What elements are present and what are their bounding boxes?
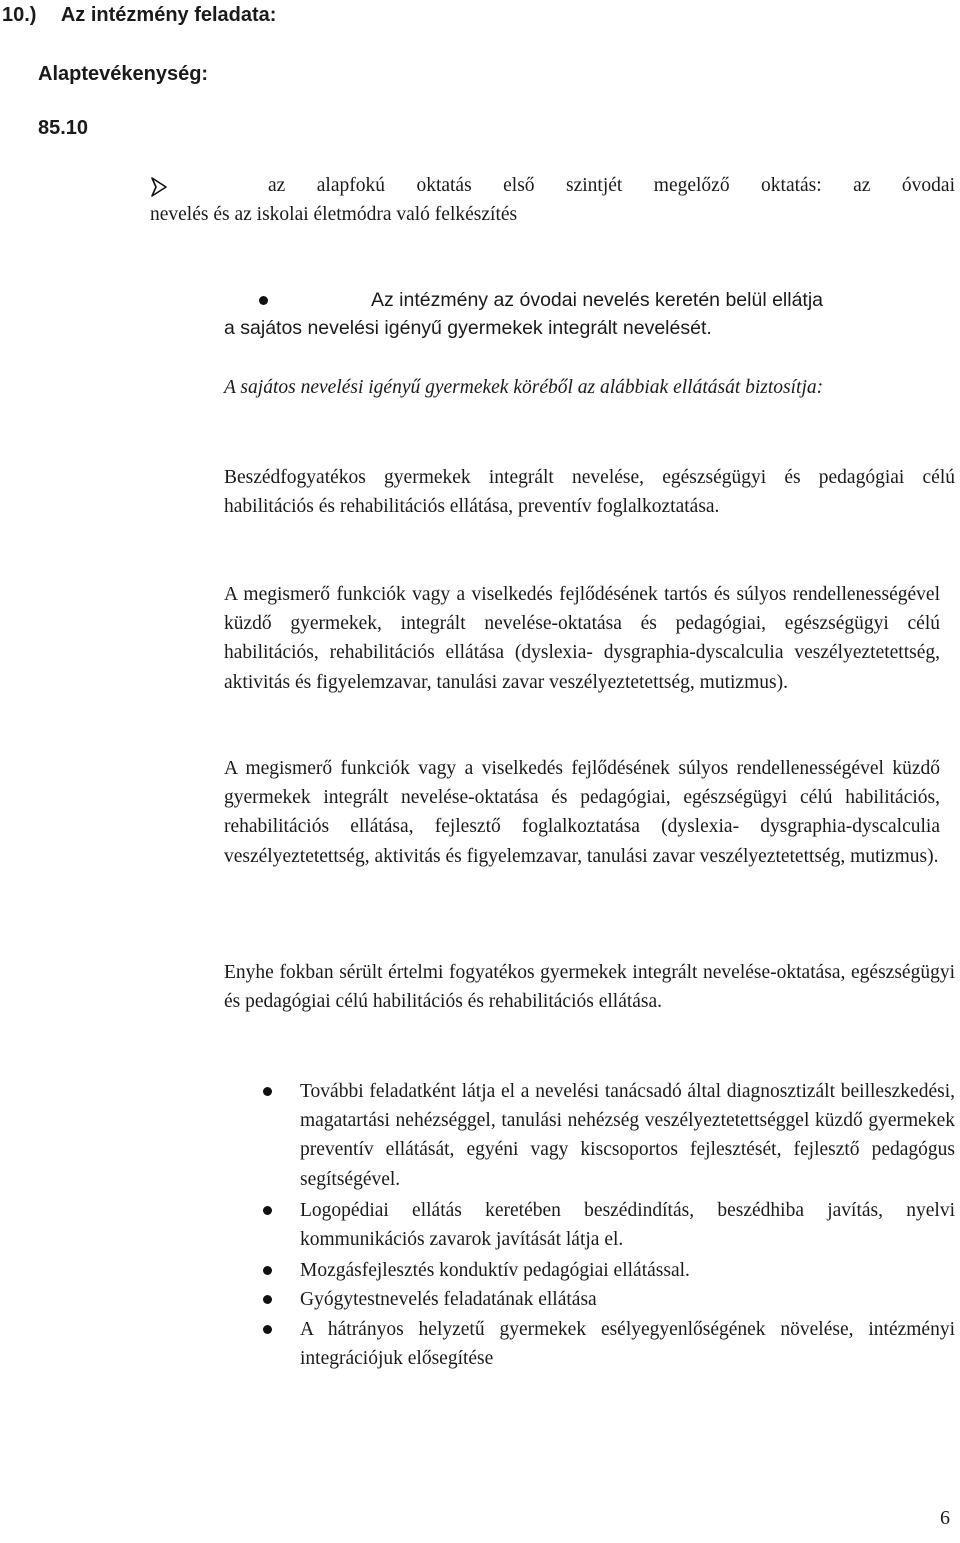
list-item-text: Logopédiai ellátás keretében beszédindítás, beszédhiba javítás, nyelvi kommunikációs zavarok javítását látja el.	[300, 1199, 955, 1251]
section-subtitle: Alaptevékenység:	[38, 63, 209, 85]
page-number: 6	[940, 1507, 950, 1529]
round-bullet-icon	[263, 1295, 272, 1304]
list-item	[300, 1196, 955, 1254]
list-item-text: További feladatként látja el a nevelési tanácsadó által diagnosztizált beilleszkedési, magatartási nehézséggel, tanulási nehézség veszélyeztetettséggel küzdő gyermekek preventív ellátását, egyéni vagy kiscsoportos fejlesztését, fejlesztő pedagógus segítségével.	[300, 1081, 955, 1190]
arrow-item-line1: az alapfokú oktatás első szintjét megelőző oktatás: az óvodai	[268, 175, 955, 196]
round-bullet-icon	[263, 1266, 272, 1275]
arrow-item-line2: nevelés és az iskolai életmódra való felkészítés	[150, 204, 518, 225]
paragraph-intellectual: Enyhe fokban sérült értelmi fogyatékos gyermekek integrált nevelése-oktatása, egészségügyi és pedagógiai célú habilitációs és rehabilitációs ellátása.	[224, 962, 955, 1013]
section-heading	[2, 4, 276, 27]
list-item-text: Mozgásfejlesztés konduktív pedagógiai ellátással.	[300, 1260, 690, 1282]
list-item	[300, 1077, 955, 1194]
section-title: Az intézmény feladata:	[60, 4, 277, 26]
italic-paragraph: A sajátos nevelési igényű gyermekek köréből az alábbiak ellátását biztosítja:	[224, 377, 824, 398]
paragraph-cognitive-severe: A megismerő funkciók vagy a viselkedés fejlődésének súlyos rendellenességével küzdő gyermekek integrált nevelése-oktatása és pedagógiai, egészségügyi célú habilitációs, rehabilitációs ellátása, fejlesztő foglalkoztatása (dyslexia- dysgraphia-dyscalculia veszélyeztetettség, aktivitás és figyelemzavar, tanulási zavar veszélyeztetettség, mutizmus).	[224, 758, 940, 867]
task-bullet-list	[300, 1077, 955, 1373]
paragraph-speech: Beszédfogyatékos gyermekek integrált nevelése, egészségügyi és pedagógiai célú habilitációs és rehabilitációs ellátása, preventív foglalkoztatása.	[224, 467, 955, 518]
intro-line1: Az intézmény az óvodai nevelés keretén belül ellátja	[371, 289, 824, 311]
intro-line2: a sajátos nevelési igényű gyermekek integrált nevelését.	[224, 317, 712, 339]
list-item	[300, 1285, 955, 1314]
section-number: 10.)	[2, 4, 37, 26]
paragraph-cognitive-persistent: A megismerő funkciók vagy a viselkedés fejlődésének tartós és súlyos rendellenességével küzdő gyermekek, integrált nevelése-oktatása és pedagógiai, egészségügyi célú habilitációs, rehabilitációs ellátása (dyslexia- dysgraphia-dyscalculia veszélyeztetettség, aktivitás és figyelemzavar, tanulási zavar veszélyeztetettség, mutizmus).	[224, 584, 940, 693]
list-item	[300, 1256, 955, 1285]
round-bullet-icon	[259, 296, 268, 305]
round-bullet-icon	[263, 1325, 272, 1334]
list-item	[300, 1315, 955, 1373]
round-bullet-icon	[263, 1087, 272, 1096]
arrowhead-bullet-icon	[150, 177, 168, 197]
activity-code: 85.10	[38, 117, 89, 139]
list-item-text: A hátrányos helyzetű gyermekek esélyegyenlőségének növelése, intézményi integrációjuk elősegítése	[300, 1318, 955, 1369]
list-item-text: Gyógytestnevelés feladatának ellátása	[300, 1289, 597, 1311]
round-bullet-icon	[263, 1206, 272, 1215]
